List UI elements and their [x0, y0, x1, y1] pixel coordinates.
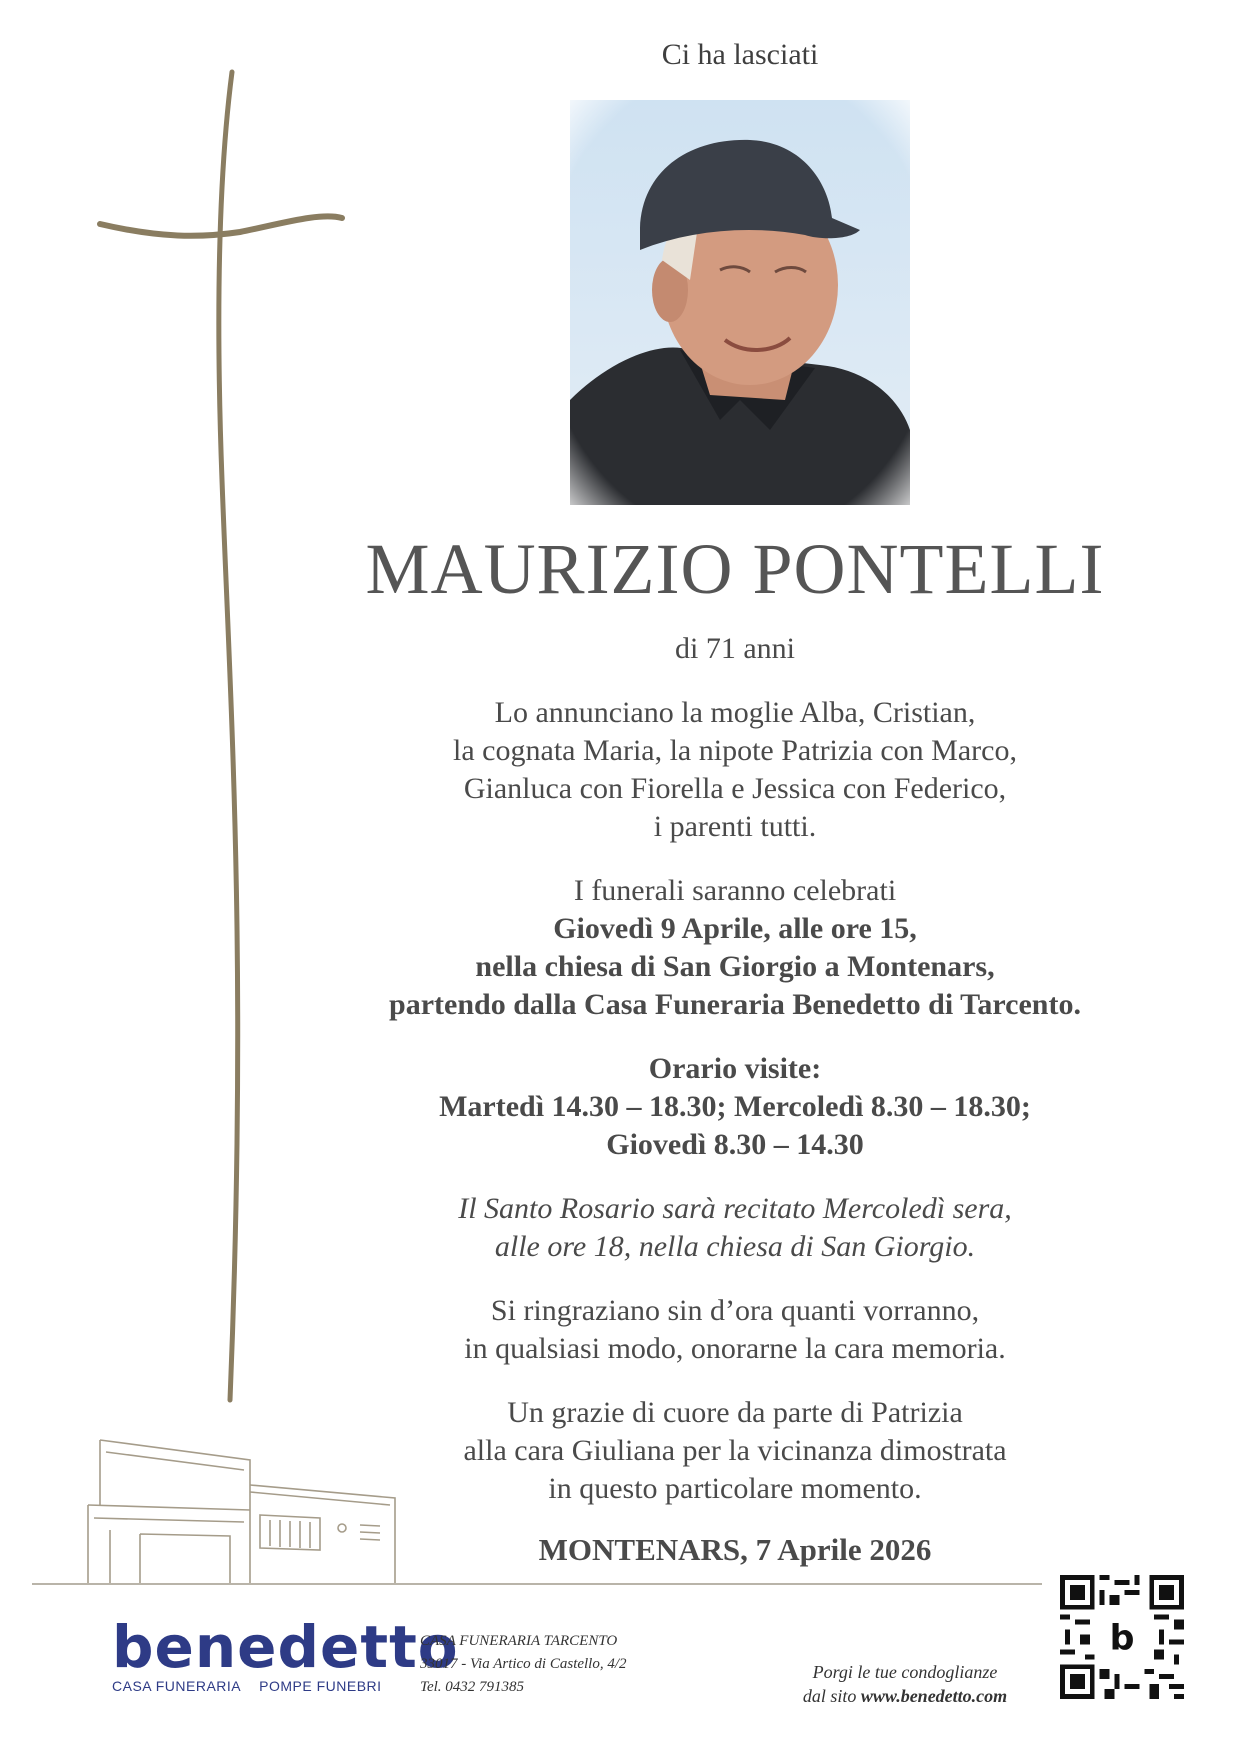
cross-icon [80, 60, 360, 1410]
funeral-detail: partendo dalla Casa Funeraria Benedetto di Tarcento. [389, 988, 1081, 1021]
rosary-line: alle ore 18, nella chiesa di San Giorgio. [494, 1230, 976, 1263]
gratitude-block [335, 1394, 1135, 1508]
announcement-block [335, 694, 1135, 846]
visits-line: Martedì 14.30 – 18.30; Mercoledì 8.30 – 18.30; [439, 1090, 1031, 1123]
qr-code-icon[interactable] [1060, 1575, 1184, 1699]
announcement-line: Lo annunciano la moglie Alba, Cristian, [494, 696, 976, 729]
benedetto-logo [112, 1613, 459, 1694]
gratitude-line: Un grazie di cuore da parte di Patrizia [507, 1396, 963, 1429]
visits-line: Giovedì 8.30 – 14.30 [606, 1128, 864, 1161]
qr-center-letter: b [1109, 1618, 1135, 1659]
deceased-age: di 71 anni [675, 632, 795, 665]
condolences-prefix: dal sito [802, 1686, 861, 1706]
thanks-block [335, 1292, 1135, 1368]
logo-wordmark: benedetto [112, 1613, 459, 1681]
logo-subtitle-right: POMPE FUNEBRI [259, 1678, 382, 1694]
rosary-block [335, 1190, 1135, 1266]
deceased-name: MAURIZIO PONTELLI [365, 529, 1105, 609]
rosary-line: Il Santo Rosario sarà recitato Mercoledì sera, [458, 1192, 1012, 1225]
condolences-line: Porgi le tue condoglianze [812, 1662, 998, 1682]
funeral-block [335, 872, 1135, 1024]
address-line: 33017 - Via Artico di Castello, 4/2 [420, 1656, 627, 1672]
funeral-detail: Giovedì 9 Aprile, alle ore 15, [553, 912, 917, 945]
address-line: CASA FUNERARIA TARCENTO [420, 1633, 618, 1649]
website-link[interactable]: www.benedetto.com [860, 1686, 1008, 1706]
gratitude-line: in questo particolare momento. [548, 1472, 922, 1505]
footer-divider [32, 1583, 1042, 1585]
condolences-line [760, 1684, 1050, 1708]
address-line: Tel. 0432 791385 [420, 1679, 525, 1695]
thanks-line: in qualsiasi modo, onorarne la cara memoria. [464, 1332, 1006, 1365]
intro-text: Ci ha lasciati [661, 38, 819, 71]
thanks-line: Si ringraziano sin d’ora quanti vorranno, [490, 1294, 980, 1327]
announcement-line: la cognata Maria, la nipote Patrizia con Marco, [453, 734, 1017, 767]
logo-subtitle-left: CASA FUNERARIA [112, 1678, 242, 1694]
visits-heading: Orario visite: [648, 1052, 822, 1085]
announcement-line: Gianluca con Fiorella e Jessica con Federico, [463, 772, 1007, 805]
funeral-intro: I funerali saranno celebrati [573, 874, 897, 907]
funeral-detail: nella chiesa di San Giorgio a Montenars, [475, 950, 995, 983]
funeral-home-building-icon [80, 1430, 410, 1590]
condolences-note [760, 1660, 1050, 1708]
funeral-home-address [420, 1630, 627, 1699]
portrait-photo [570, 100, 910, 505]
place-date: MONTENARS, 7 Aprile 2026 [538, 1532, 932, 1567]
announcement-line: i parenti tutti. [653, 810, 817, 843]
visits-block [335, 1050, 1135, 1164]
gratitude-line: alla cara Giuliana per la vicinanza dimostrata [463, 1434, 1007, 1467]
